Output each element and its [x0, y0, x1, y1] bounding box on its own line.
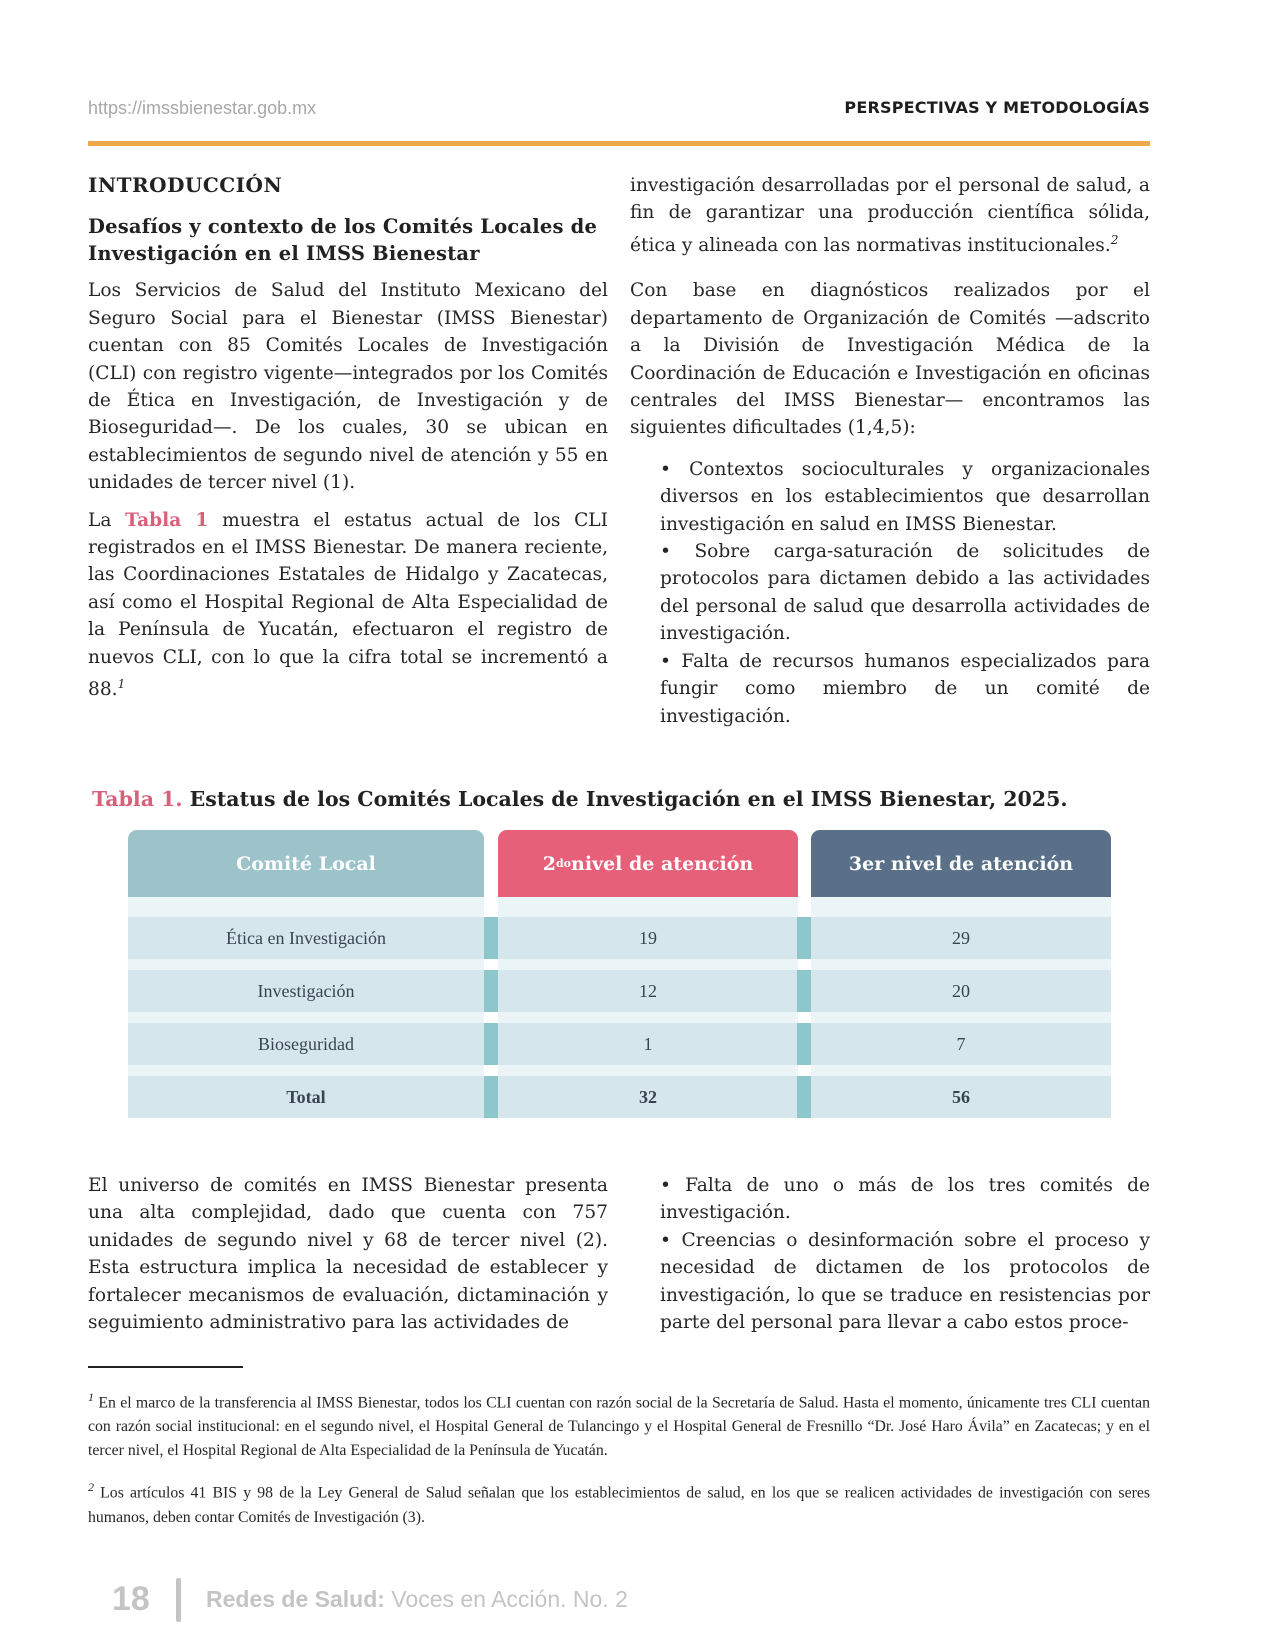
publication-title [206, 1586, 628, 1613]
table-total-second: 32 [498, 1076, 798, 1118]
paragraph-text: muestra el estatus actual de los CLI registrados en el IMSS Bienestar. De manera reciente, las Coordinaciones Estatales de Hidalgo y Zacatecas, así como el Hospital Regional de Alta Especialidad de la Península de Yucatán, efectuaron el registro de nuevos CLI, con lo que la cifra total se incrementó a 88. [88, 509, 608, 701]
intro-paragraph: Los Servicios de Salud del Instituto Mexicano del Seguro Social para el Bienestar (IMSS Bienestar) cuentan con 85 Comités Locales de Investigación (CLI) con registro vigente—integrados por los Comités de Ética en Investigación, de Investigación y de Bioseguridad—. De los cuales, 30 se ubican en establecimientos de segundo nivel de atención y 55 en unidades de tercer nivel (1). [88, 280, 608, 494]
publication-name: Redes de Salud: [206, 1586, 385, 1612]
row-accent [484, 1023, 498, 1065]
list-item: • Creencias o desinformación sobre el proceso y necesidad de dictamen de los protocolos de investigación, lo que se traduce en resistencias por parte del personal para llevar a cabo estos proce- [660, 1229, 1150, 1334]
table-caption [92, 787, 1067, 811]
header-number: 2 [542, 852, 556, 875]
intro-heading: INTRODUCCIÓN [88, 173, 283, 197]
right-column [630, 172, 1150, 730]
table-total-label: Total [128, 1076, 484, 1118]
list-item: • Falta de uno o más de los tres comités de investigación. [660, 1175, 1150, 1224]
left-column [88, 172, 608, 714]
continuation-paragraph [630, 172, 1150, 259]
table-row-label: Bioseguridad [128, 1023, 484, 1065]
bottom-left-column [88, 1172, 608, 1346]
publication-issue: Voces en Acción. No. 2 [384, 1586, 628, 1612]
row-accent [484, 917, 498, 959]
table-cell-third: 29 [811, 917, 1111, 959]
page-number: 18 [112, 1580, 150, 1618]
universe-paragraph: El universo de comités en IMSS Bienestar presenta una alta complejidad, dado que cuenta con 757 unidades de segundo nivel y 68 de tercer nivel (2). Esta estructura implica la necesidad de establecer y fortalecer mecanismos de evaluación, dictaminación y seguimiento administrativo para las actividades de [88, 1175, 608, 1334]
table-label: Tabla 1. [92, 787, 183, 811]
section-label: PERSPECTIVAS Y METODOLOGÍAS [844, 98, 1150, 117]
footnote-mark: 2 [88, 1480, 94, 1495]
table-cell-second: 12 [498, 970, 798, 1012]
table-cell-third: 7 [811, 1023, 1111, 1065]
list-item: • Contextos socioculturales y organizacionales diversos en los establecimientos que desarrollan investigación en salud en IMSS Bienestar. [660, 458, 1150, 535]
bottom-right-column [660, 1172, 1150, 1336]
row-accent [484, 1076, 498, 1118]
list-item: • Falta de recursos humanos especializados para fungir como miembro de un comité de investigación. [660, 650, 1150, 727]
footnote-ref-2[interactable]: 2 [1110, 232, 1119, 247]
difficulties-list [660, 456, 1150, 730]
table-title: Estatus de los Comités Locales de Investigación en el IMSS Bienestar, 2025. [182, 787, 1068, 811]
table-cell-second: 19 [498, 917, 798, 959]
table-cell-third: 20 [811, 970, 1111, 1012]
paragraph-prefix: La [88, 509, 126, 531]
row-accent [797, 970, 811, 1012]
table-reference-paragraph [88, 507, 608, 704]
header-superscript: do [555, 857, 571, 870]
footnote-text: Los artículos 41 BIS y 98 de la Ley General de Salud señalan que los establecimientos de salud, en los que se realicen actividades de investigación con seres humanos, deben contar Comités de Investigación (3). [88, 1484, 1150, 1526]
header-divider [88, 141, 1150, 146]
table-cell-second: 1 [498, 1023, 798, 1065]
table-total-third: 56 [811, 1076, 1111, 1118]
footer-divider [176, 1578, 181, 1622]
paragraph-text: investigación desarrolladas por el personal de salud, a fin de garantizar una producción científica sólida, ética y alineada con las normativas institucionales. [630, 175, 1150, 256]
row-accent [484, 970, 498, 1012]
table-1-link[interactable]: Tabla 1 [125, 509, 209, 531]
list-item: • Sobre carga-saturación de solicitudes de protocolos para dictamen debido a las actividades del personal de salud que desarrolla actividades de investigación. [660, 541, 1150, 645]
footnote-text: En el marco de la transferencia al IMSS Bienestar, todos los CLI cuentan con razón social de la Secretaría de Salud. Hasta el momento, únicamente tres CLI cuentan con razón social institucional: en el segundo nivel, el Hospital General de Tulancingo y el Hospital General de Fresnillo “Dr. José Haro Ávila” en Zacatecas; y en el tercer nivel, el Hospital Regional de Alta Especialidad de la Península de Yucatán. [88, 1394, 1150, 1460]
row-accent [797, 1023, 811, 1065]
table-row-label: Investigación [128, 970, 484, 1012]
row-accent [797, 1076, 811, 1118]
subheading: Desafíos y contexto de los Comités Locales de Investigación en el IMSS Bienestar [88, 215, 598, 266]
footnote-ref-1[interactable]: 1 [117, 677, 126, 692]
footnote-2 [88, 1475, 1150, 1529]
header-second-level [498, 830, 798, 897]
footnote-divider [88, 1366, 243, 1368]
header-text: nivel de atención [571, 852, 754, 875]
footnote-mark: 1 [88, 1390, 94, 1404]
footnote-1 [88, 1385, 1150, 1463]
row-accent [797, 917, 811, 959]
footnotes [88, 1385, 1150, 1542]
header-third-level: 3er nivel de atención [811, 830, 1111, 897]
table-row-label: Ética en Investigación [128, 917, 484, 959]
header-comite-local: Comité Local [128, 830, 484, 897]
site-url: https://imssbienestar.gob.mx [88, 98, 317, 118]
diagnosis-paragraph: Con base en diagnósticos realizados por el departamento de Organización de Comités —adscrito a la División de Investigación Médica de la Coordinación de Educación e Investigación en oficinas centrales del IMSS Bienestar— encontramos las siguientes dificultades (1,4,5): [630, 280, 1150, 439]
